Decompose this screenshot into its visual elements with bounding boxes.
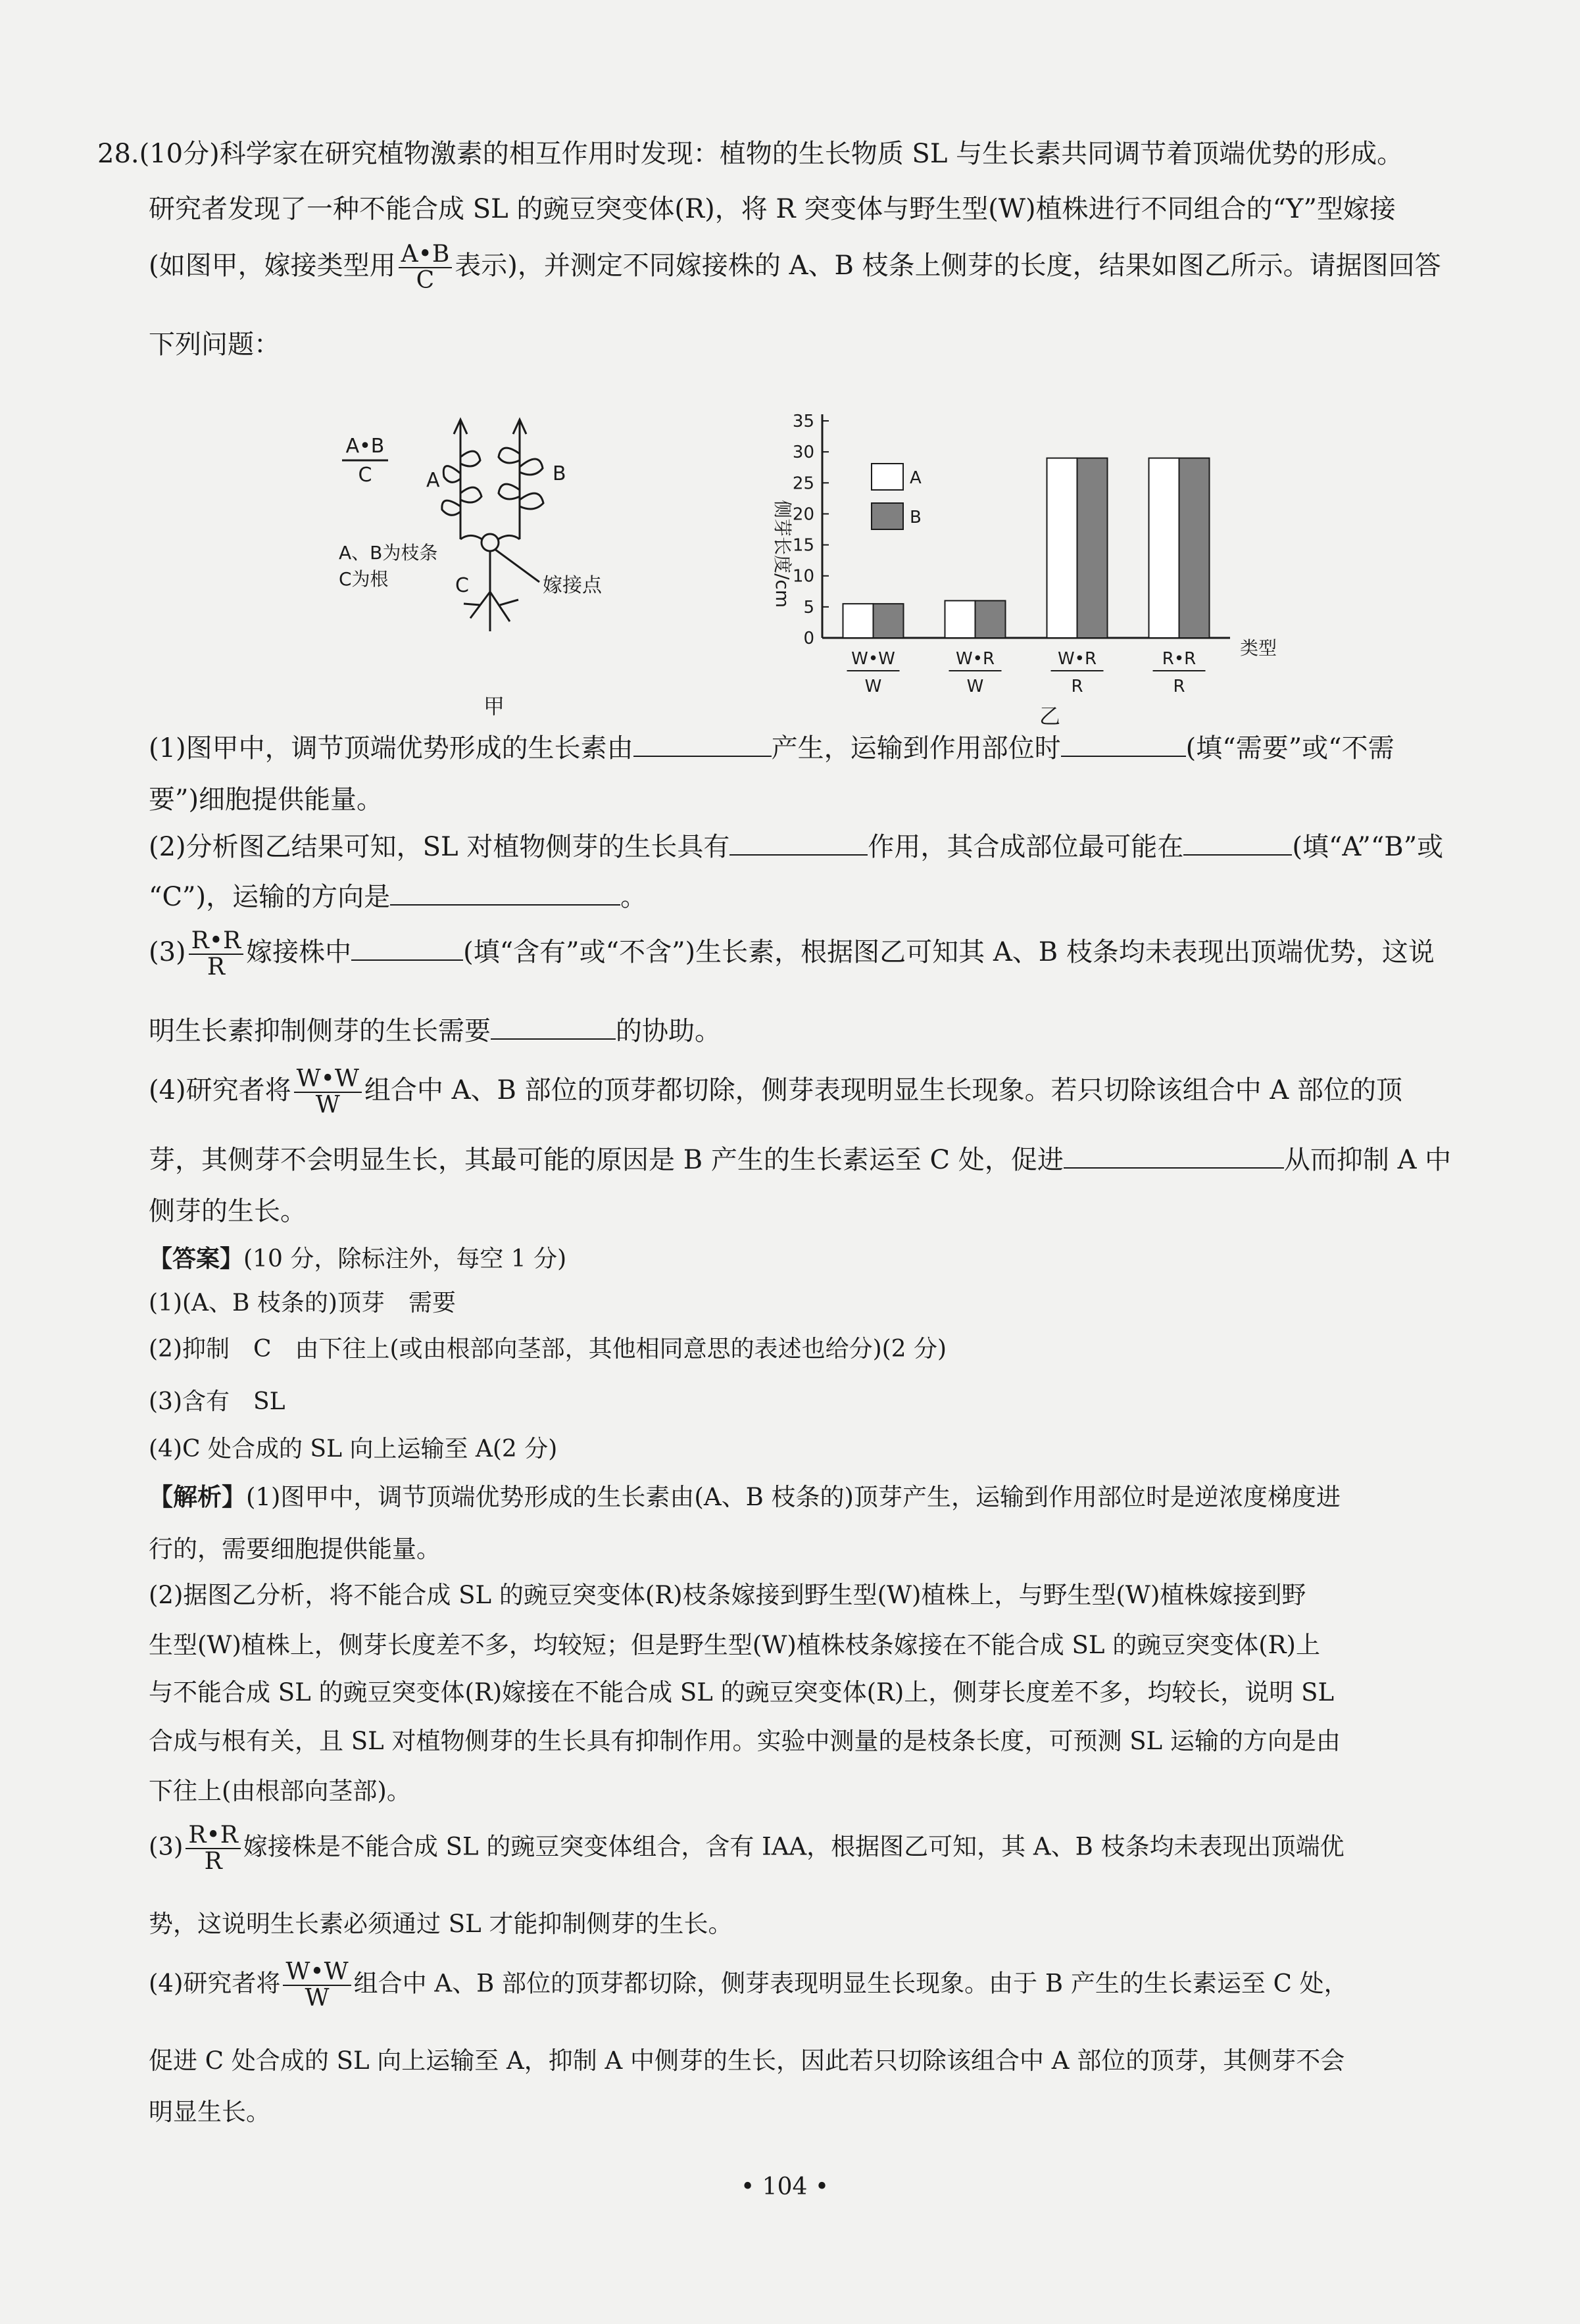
analysis-p3-line-1: (3) $\frac{R•R}{R}$ 嫁接株是不能合成 SL 的豌豆突变体组合，含有 IAA，根据图乙可知，其 A、B 枝条均未表现出顶端优: [149, 1822, 1345, 1875]
page-number: • 104 •: [741, 2173, 829, 2200]
label-c: C: [455, 574, 469, 597]
q4-line-3: 侧芽的生长。: [149, 1196, 307, 1226]
diagram-frac-num: A•B: [345, 435, 385, 458]
category-label-den: W: [966, 677, 984, 696]
diagram-caption: 甲: [483, 694, 505, 719]
analysis-p4-line-2: 促进 C 处合成的 SL 向上运输至 A，抑制 A 中侧芽的生长，因此若只切除该组合中 A 部位的顶芽，其侧芽不会: [149, 2046, 1345, 2075]
bar-a: [1149, 458, 1179, 638]
blank[interactable]: [633, 732, 772, 757]
graft-point-label: 嫁接点: [543, 574, 602, 597]
blank[interactable]: [351, 936, 463, 961]
category-label-num: R•R: [1162, 649, 1197, 669]
legend-label-b: B: [910, 508, 922, 527]
chart-xlabel: 类型: [1240, 637, 1277, 659]
q4-line-1: (4)研究者将 $\frac{W•W}{W}$ 组合中 A、B 部位的顶芽都切除，侧芽表现明显生长现象。若只切除该组合中 A 部位的顶: [149, 1065, 1402, 1119]
answer-1: (1)(A、B 枝条的)顶芽 需要: [149, 1290, 456, 1317]
category-label-num: W•W: [851, 649, 895, 669]
category-label-num: W•R: [1057, 649, 1097, 669]
legend-swatch-b: [872, 503, 903, 529]
analysis-p2-line-5: 下往上(由根部向茎部)。: [149, 1777, 411, 1805]
chart-categories: [847, 649, 1206, 696]
bar-a: [945, 600, 975, 638]
q1-line-2: 要”)细胞提供能量。: [149, 785, 383, 815]
diagram-frac-den: C: [358, 464, 372, 487]
blank[interactable]: [390, 881, 620, 906]
analysis-p4-line-3: 明显生长。: [149, 2098, 270, 2126]
note-line-2: C为根: [339, 568, 389, 590]
y-tick-label: 10: [792, 566, 814, 587]
analysis-p2-line-2: 生型(W)植株上，侧芽长度差不多，均较短；但是野生型(W)植株枝条嫁接在不能合成 SL 的豌豆突变体(R)上: [149, 1631, 1320, 1659]
blank[interactable]: [729, 831, 868, 856]
note-line-1: A、B为枝条: [339, 542, 438, 564]
bar-a: [1047, 458, 1077, 638]
legend-swatch-a: [872, 464, 903, 490]
bar-b: [874, 604, 904, 638]
y-tick-label: 20: [792, 504, 814, 525]
blank[interactable]: [491, 1015, 616, 1040]
chart-ylabel: 侧芽长度/cm: [772, 500, 793, 608]
analysis-p4-line-1: (4)研究者将 $\frac{W•W}{W}$ 组合中 A、B 部位的顶芽都切除，侧芽表现明显生长现象。由于 B 产生的生长素运至 C 处，: [149, 1958, 1348, 2012]
blank[interactable]: [1061, 732, 1186, 757]
legend-label-a: A: [910, 468, 922, 488]
chart-ticks: [793, 412, 829, 648]
y-tick-label: 15: [792, 535, 814, 556]
question-line-2: 研究者发现了一种不能合成 SL 的豌豆突变体(R)，将 R 突变体与野生型(W)植株进行不同组合的“Y”型嫁接: [149, 194, 1396, 224]
bar-b: [1077, 458, 1108, 638]
analysis-p2-line-1: (2)据图乙分析，将不能合成 SL 的豌豆突变体(R)枝条嫁接到野生型(W)植株上，与野生型(W)植株嫁接到野: [149, 1581, 1306, 1609]
category-label-num: W•R: [955, 649, 995, 669]
label-a: A: [426, 469, 440, 492]
y-tick-label: 35: [792, 412, 814, 431]
bar-b: [975, 600, 1006, 638]
category-label-den: R: [1071, 677, 1083, 696]
category-label-den: W: [864, 677, 882, 696]
bar-chart: [750, 368, 1329, 737]
label-b: B: [553, 462, 566, 485]
y-tick-label: 0: [803, 629, 814, 648]
analysis-p3-line-2: 势，这说明生长素必须通过 SL 才能抑制侧芽的生长。: [149, 1910, 733, 1938]
answer-3: (3)含有 SL: [149, 1388, 285, 1415]
y-tick-label: 5: [803, 597, 814, 617]
y-tick-label: 25: [792, 473, 814, 494]
blank[interactable]: [1183, 831, 1292, 856]
analysis-p2-line-3: 与不能合成 SL 的豌豆突变体(R)嫁接在不能合成 SL 的豌豆突变体(R)上，侧芽长度差不多，均较长，说明 SL: [149, 1678, 1335, 1707]
fraction: $\frac{A•B}{C}$: [399, 242, 453, 293]
bar-b: [1179, 458, 1210, 638]
category-label-den: R: [1173, 677, 1185, 696]
question-line-1: 28.(10分)科学家在研究植物激素的相互作用时发现：植物的生长物质 SL 与生长素共同调节着顶端优势的形成。: [97, 139, 1404, 169]
answer-header: 【答案】(10 分，除标注外，每空 1 分): [149, 1245, 567, 1272]
q4-line-2: 芽，其侧芽不会明显生长，其最可能的原因是 B 产生的生长素运至 C 处，促进 从而抑制 A 中: [149, 1145, 1452, 1175]
y-tick-label: 30: [792, 443, 814, 463]
graft-diagram: [329, 395, 671, 743]
question-line-3: (如图甲，嫁接类型用 $\frac{A•B}{C}$ 表示)，并测定不同嫁接株的 A、B 枝条上侧芽的长度，结果如图乙所示。请据图回答: [149, 241, 1441, 294]
q3-line-1: (3) $\frac{R•R}{R}$ 嫁接株中 (填“含有”或“不含”)生长素，根据图乙可知其 A、B 枝条均未表现出顶端优势，这说: [149, 927, 1435, 980]
q1-line-1: (1)图甲中，调节顶端优势形成的生长素由 产生，运输到作用部位时 (填“需要”或“不需: [149, 733, 1395, 763]
q2-line-2: “C”)，运输的方向是 。: [149, 882, 647, 912]
blank[interactable]: [1064, 1144, 1284, 1169]
analysis-p1-line-2: 行的，需要细胞提供能量。: [149, 1535, 441, 1563]
answer-4: (4)C 处合成的 SL 向上运输至 A(2 分): [149, 1436, 558, 1463]
bar-a: [843, 604, 874, 638]
answer-2: (2)抑制 C 由下往上(或由根部向茎部，其他相同意思的表述也给分)(2 分): [149, 1336, 947, 1363]
q3-line-2: 明生长素抑制侧芽的生长需要 的协助。: [149, 1016, 721, 1046]
analysis-p1-line-1: 【解析】(1)图甲中，调节顶端优势形成的生长素由(A、B 枝条的)顶芽产生，运输到作用部位时是逆浓度梯度进: [149, 1482, 1341, 1511]
chart-legend: [872, 464, 922, 529]
analysis-p2-line-4: 合成与根有关，且 SL 对植物侧芽的生长具有抑制作用。实验中测量的是枝条长度，可预测 SL 运输的方向是由: [149, 1727, 1341, 1755]
chart-caption: 乙: [1039, 704, 1061, 729]
q2-line-1: (2)分析图乙结果可知，SL 对植物侧芽的生长具有 作用，其合成部位最可能在 (填“A”“B”或: [149, 832, 1444, 862]
question-line-4: 下列问题：: [149, 329, 280, 360]
